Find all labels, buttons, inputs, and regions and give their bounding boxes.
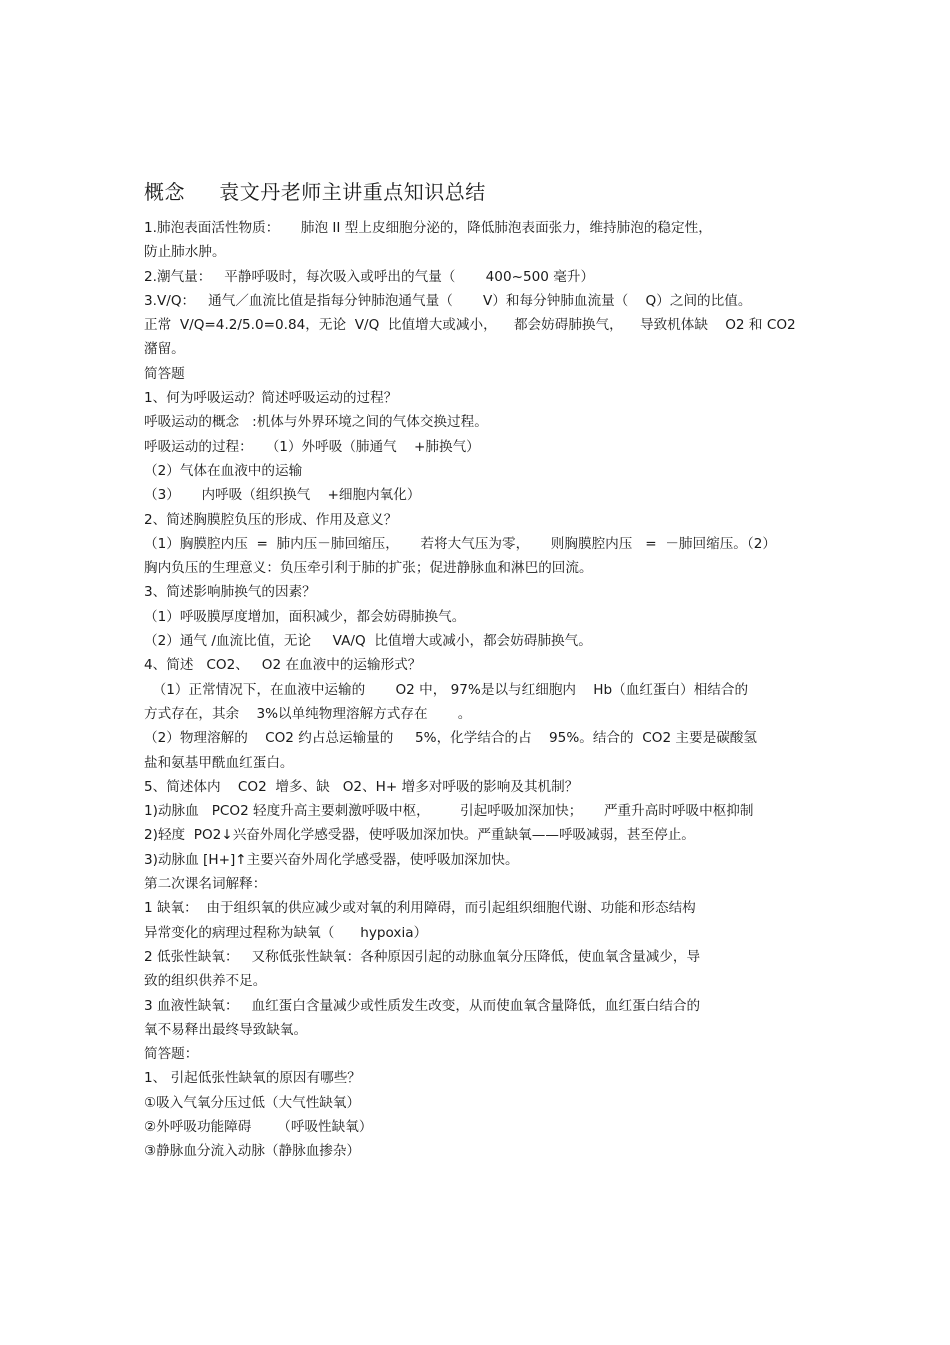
- text-line: 2.潮气量： 平静呼吸时，每次吸入或呼出的气量（ 400~500 毫升）: [144, 268, 595, 285]
- text-line: （2）气体在血液中的运输: [144, 462, 303, 479]
- question-heading: 1、 引起低张性缺氧的原因有哪些？: [144, 1070, 361, 1087]
- section-heading: 简答题: [144, 365, 185, 382]
- list-item: ①吸入气氧分压过低（大气性缺氧）: [144, 1094, 361, 1111]
- list-item: ②外呼吸功能障碍 （呼吸性缺氧）: [144, 1118, 373, 1135]
- text-line: 呼吸运动的过程： （1）外呼吸（肺通气 +肺换气）: [144, 438, 480, 455]
- question-heading: 2、简述胸膜腔负压的形成、作用及意义？: [144, 511, 398, 528]
- text-line: 1 缺氧： 由于组织氧的供应减少或对氧的利用障碍，而引起组织细胞代谢、功能和形态结构: [144, 900, 696, 917]
- document-body: [144, 216, 814, 1164]
- document-title: 概念 袁文丹老师主讲重点知识总结: [144, 180, 486, 204]
- question-heading: 4、简述 CO2、 O2 在血液中的运输形式？: [144, 657, 422, 674]
- text-line: 氧不易释出最终导致缺氧。: [144, 1021, 308, 1038]
- text-line: （2）通气 /血流比值，无论 VA/Q 比值增大或减小，都会妨碍肺换气。: [144, 633, 592, 650]
- text-line: 盐和氨基甲酰血红蛋白。: [144, 754, 294, 771]
- list-item: ③静脉血分流入动脉（静脉血掺杂）: [144, 1143, 361, 1160]
- text-line: 胸内负压的生理意义：负压牵引利于肺的扩张；促进静脉血和淋巴的回流。: [144, 560, 593, 577]
- text-line: 1)动脉血 PCO2 轻度升高主要刺激呼吸中枢， 引起呼吸加深加快； 严重升高时呼吸中枢抑制: [144, 803, 754, 820]
- question-heading: 5、简述体内 CO2 增多、缺 O2、H+ 增多对呼吸的影响及其机制？: [144, 778, 579, 795]
- text-line: 3)动脉血 [H+]↑主要兴奋外周化学感受器，使呼吸加深加快。: [144, 851, 519, 868]
- text-line: 异常变化的病理过程称为缺氧（ hypoxia）: [144, 924, 428, 941]
- text-line: 呼吸运动的概念 :机体与外界环境之间的气体交换过程。: [144, 414, 488, 431]
- text-line: 方式存在，其余 3%以单纯物理溶解方式存在 。: [144, 705, 472, 722]
- text-line: 1.肺泡表面活性物质： 肺泡 II 型上皮细胞分泌的，降低肺泡表面张力，维持肺泡的稳定性，: [144, 220, 712, 236]
- section-heading: 第二次课名词解释：: [144, 876, 267, 893]
- question-heading: 1、何为呼吸运动？简述呼吸运动的过程？: [144, 390, 398, 407]
- text-line: （1）呼吸膜厚度增加，面积减少，都会妨碍肺换气。: [144, 608, 466, 625]
- text-line: 防止肺水肿。: [144, 244, 226, 261]
- section-heading: 简答题：: [144, 1046, 199, 1063]
- text-line: 致的组织供养不足。: [144, 973, 267, 990]
- text-line: （2）物理溶解的 CO2 约占总运输量的 5%，化学结合的占 95%。结合的 CO2 主要是碳酸氢: [144, 730, 757, 747]
- text-line: 2)轻度 PO2↓兴奋外周化学感受器，使呼吸加深加快。严重缺氧——呼吸减弱，甚至停止。: [144, 827, 695, 844]
- text-line: （1）正常情况下，在血液中运输的 O2 中， 97%是以与红细胞内 Hb（血红蛋白）相结合的: [144, 681, 749, 698]
- text-line: 3.V/Q： 通气／血流比值是指每分钟肺泡通气量（ V）和每分钟肺血流量（ Q）之间的比值。: [144, 292, 752, 309]
- text-line: （1）胸膜腔内压 = 肺内压－肺回缩压， 若将大气压为零， 则胸膜腔内压 = －肺回缩压。（2）: [144, 535, 776, 552]
- text-line: 2 低张性缺氧： 又称低张性缺氧：各种原因引起的动脉血氧分压降低，使血氧含量减少，导: [144, 948, 701, 965]
- text-line: 潴留。: [144, 341, 185, 358]
- document-page: [144, 176, 814, 1164]
- text-line: （3） 内呼吸（组织换气 +细胞内氧化）: [144, 487, 421, 504]
- text-line: 正常 V/Q=4.2/5.0=0.84，无论 V/Q 比值增大或减小， 都会妨碍肺换气， 导致机体缺 O2 和 CO2: [144, 317, 796, 334]
- text-line: 3 血液性缺氧： 血红蛋白含量减少或性质发生改变，从而使血氧含量降低，血红蛋白结合的: [144, 997, 701, 1014]
- question-heading: 3、简述影响肺换气的因素？: [144, 584, 316, 601]
